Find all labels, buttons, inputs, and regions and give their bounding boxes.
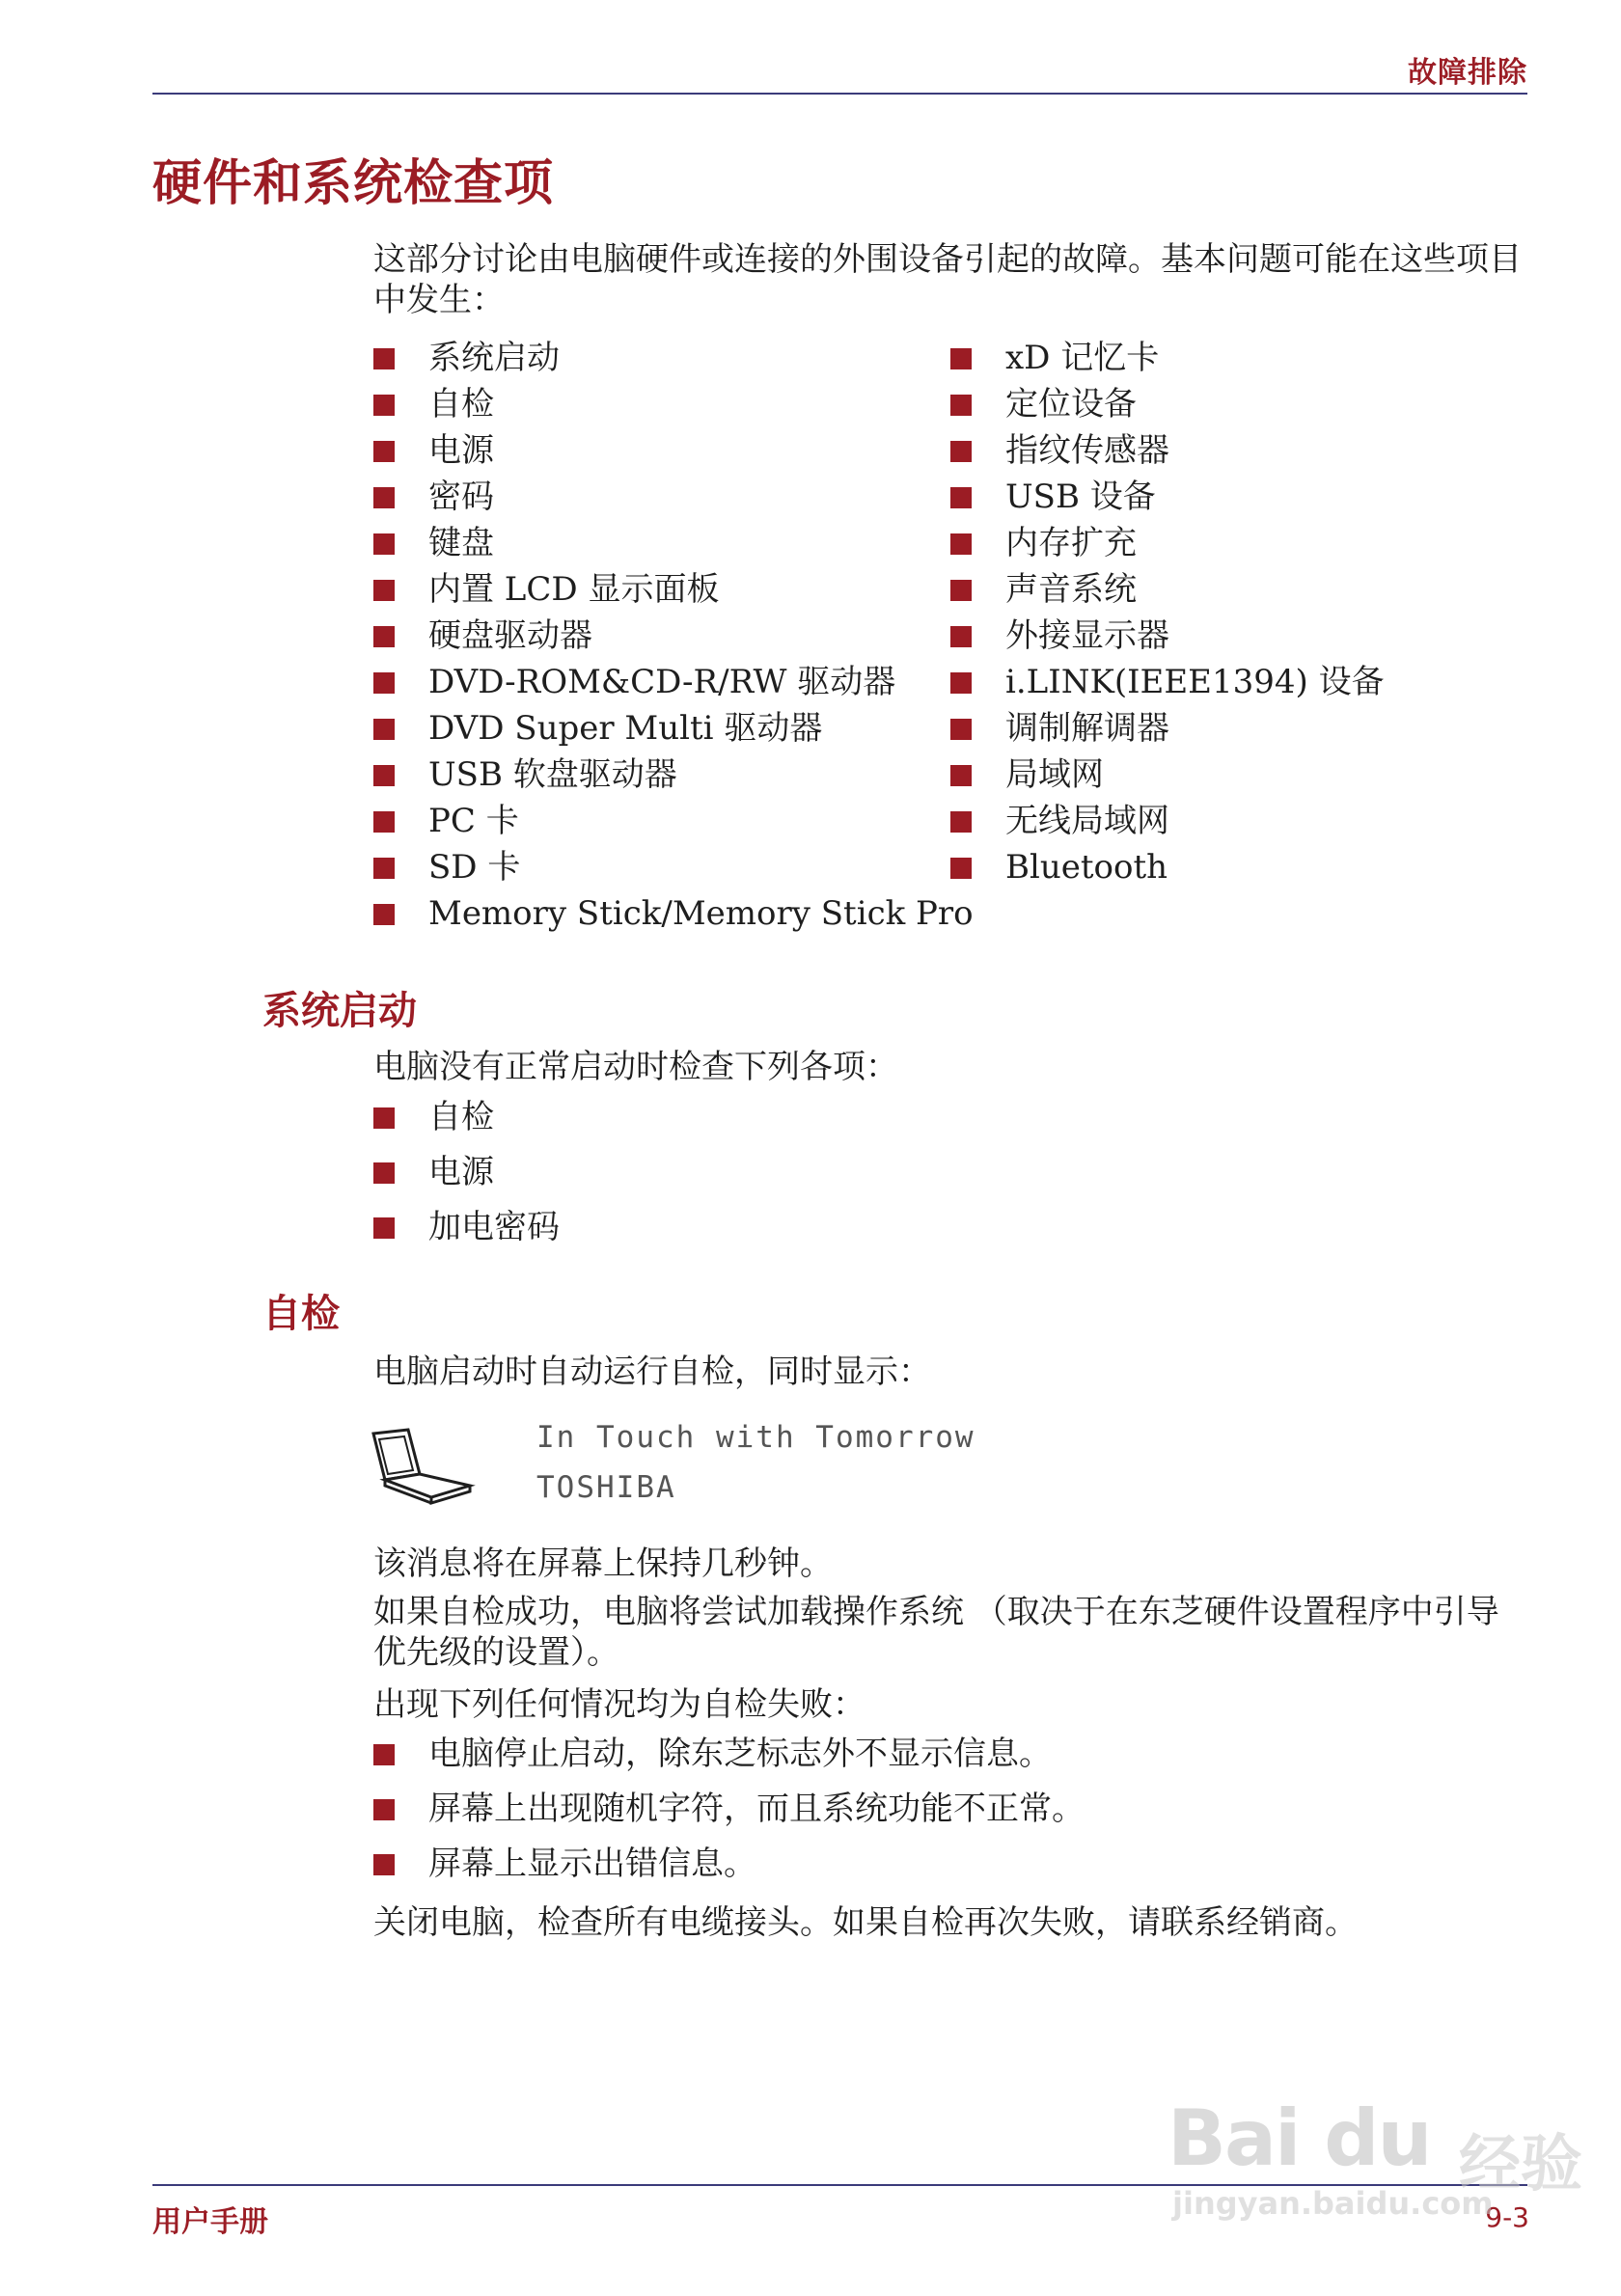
bullet-square-icon: [373, 626, 395, 647]
post-failure-list: [373, 1727, 1085, 1892]
list-item-text: 屏幕上出现随机字符，而且系统功能不正常。: [428, 1790, 1085, 1828]
startup-list: [373, 1090, 560, 1255]
post-paragraph-1: 该消息将在屏幕上保持几秒钟。: [373, 1544, 833, 1583]
list-item-text: 局域网: [1005, 755, 1104, 794]
list-item-text: 自检: [428, 385, 494, 424]
boot-message-line2: TOSHIBA: [536, 1470, 676, 1505]
bullet-square-icon: [373, 348, 395, 369]
bullet-square-icon: [950, 811, 972, 833]
list-item: [373, 335, 974, 381]
list-item-text: USB 软盘驱动器: [428, 755, 677, 794]
list-item: [373, 1782, 1085, 1837]
list-item: [373, 1145, 560, 1200]
bullet-square-icon: [373, 533, 395, 555]
bullet-square-icon: [950, 348, 972, 369]
section-title-main: 硬件和系统检查项: [152, 155, 555, 212]
post-paragraph-2: 如果自检成功，电脑将尝试加载操作系统 （取决于在东芝硬件设置程序中引导优先级的设置）。: [373, 1593, 1499, 1672]
list-item: [373, 844, 974, 890]
list-item: [373, 1200, 560, 1255]
list-item: [373, 705, 974, 752]
header-title: 故障排除: [1408, 56, 1527, 90]
post-paragraph-4: 关闭电脑，检查所有电缆接头。如果自检再次失败，请联系经销商。: [373, 1903, 1358, 1942]
bullet-square-icon: [950, 395, 972, 416]
bullet-square-icon: [373, 1217, 395, 1239]
list-item: [373, 798, 974, 844]
bullet-square-icon: [373, 858, 395, 879]
watermark-url: jingyan.baidu.com: [1172, 2185, 1494, 2222]
list-item: [373, 381, 974, 427]
list-item-text: Memory Stick/Memory Stick Pro: [428, 894, 974, 933]
list-item-text: DVD-ROM&CD-R/RW 驱动器: [428, 663, 896, 701]
list-item-text: i.LINK(IEEE1394) 设备: [1005, 663, 1385, 701]
list-item: [950, 705, 1385, 752]
section-title-post: 自检: [262, 1292, 340, 1336]
intro-paragraph: 这部分讨论由电脑硬件或连接的外围设备引起的故障。基本问题可能在这些项目中发生：: [373, 240, 1522, 319]
list-item: [950, 798, 1385, 844]
watermark-label: 经验: [1459, 2129, 1582, 2200]
list-item-text: 定位设备: [1005, 385, 1137, 424]
post-paragraph-3: 出现下列任何情况均为自检失败：: [373, 1685, 865, 1724]
bullet-square-icon: [950, 858, 972, 879]
list-item: [373, 427, 974, 474]
list-item: [950, 335, 1385, 381]
list-item: [373, 890, 974, 937]
footer-page-number: 9-3: [1485, 2201, 1529, 2233]
list-item: [950, 613, 1385, 659]
list-item-text: xD 记忆卡: [1005, 339, 1160, 377]
list-item-text: USB 设备: [1005, 478, 1156, 516]
list-item-text: 内存扩充: [1005, 524, 1137, 562]
list-item-text: 无线局域网: [1005, 802, 1169, 840]
baidu-watermark: [1168, 2064, 1582, 2238]
list-item: [373, 566, 974, 613]
bullet-square-icon: [950, 487, 972, 508]
list-item-text: 系统启动: [428, 339, 560, 377]
boot-message-line1: In Touch with Tomorrow: [536, 1420, 975, 1455]
post-intro: 电脑启动时自动运行自检，同时显示：: [373, 1353, 931, 1391]
list-item: [373, 1727, 1085, 1782]
bullet-square-icon: [373, 1854, 395, 1875]
list-item-text: 加电密码: [428, 1208, 560, 1246]
list-item: [373, 659, 974, 705]
bullet-square-icon: [373, 1107, 395, 1129]
list-item-text: 电源: [428, 431, 494, 470]
list-item-text: 键盘: [428, 524, 494, 562]
bullet-square-icon: [373, 811, 395, 833]
startup-intro: 电脑没有正常启动时检查下列各项：: [373, 1048, 898, 1086]
list-item-text: 硬盘驱动器: [428, 616, 592, 655]
bullet-square-icon: [373, 441, 395, 462]
list-item-text: 指纹传感器: [1005, 431, 1169, 470]
list-item: [373, 1090, 560, 1145]
checklist-right: [950, 335, 1385, 890]
list-item: [373, 474, 974, 520]
list-item: [950, 659, 1385, 705]
list-item-text: PC 卡: [428, 802, 519, 840]
bullet-square-icon: [373, 719, 395, 740]
laptop-screen-icon: [370, 1428, 476, 1505]
bullet-square-icon: [373, 1744, 395, 1765]
bullet-square-icon: [373, 1799, 395, 1820]
list-item-text: SD 卡: [428, 848, 521, 887]
header-rule: [152, 93, 1527, 95]
list-item: [950, 566, 1385, 613]
list-item-text: 自检: [428, 1098, 494, 1136]
list-item: [373, 613, 974, 659]
list-item: [373, 520, 974, 566]
checklist-left: [373, 335, 974, 937]
bullet-square-icon: [950, 441, 972, 462]
list-item-text: 调制解调器: [1005, 709, 1169, 748]
list-item-text: DVD Super Multi 驱动器: [428, 709, 823, 748]
list-item-text: Bluetooth: [1005, 848, 1168, 887]
list-item: [950, 844, 1385, 890]
bullet-square-icon: [373, 395, 395, 416]
bullet-square-icon: [950, 533, 972, 555]
list-item-text: 内置 LCD 显示面板: [428, 570, 720, 609]
list-item-text: 声音系统: [1005, 570, 1137, 609]
bullet-square-icon: [373, 765, 395, 786]
bullet-square-icon: [373, 1162, 395, 1184]
bullet-square-icon: [950, 672, 972, 694]
section-title-startup: 系统启动: [262, 989, 417, 1033]
list-item: [950, 520, 1385, 566]
list-item: [950, 427, 1385, 474]
list-item-text: 外接显示器: [1005, 616, 1169, 655]
bullet-square-icon: [950, 765, 972, 786]
list-item-text: 电源: [428, 1153, 494, 1191]
list-item: [950, 752, 1385, 798]
list-item: [373, 752, 974, 798]
footer-manual-title: 用户手册: [152, 2205, 268, 2239]
bullet-square-icon: [950, 580, 972, 601]
list-item-text: 屏幕上显示出错信息。: [428, 1845, 756, 1883]
bullet-square-icon: [373, 904, 395, 925]
bullet-square-icon: [950, 719, 972, 740]
bullet-square-icon: [373, 580, 395, 601]
list-item: [373, 1837, 1085, 1892]
bullet-square-icon: [373, 672, 395, 694]
list-item: [950, 474, 1385, 520]
list-item-text: 电脑停止启动，除东芝标志外不显示信息。: [428, 1735, 1052, 1773]
bullet-square-icon: [373, 487, 395, 508]
watermark-logo: Bai du: [1168, 2093, 1431, 2183]
list-item-text: 密码: [428, 478, 494, 516]
bullet-square-icon: [950, 626, 972, 647]
list-item: [950, 381, 1385, 427]
